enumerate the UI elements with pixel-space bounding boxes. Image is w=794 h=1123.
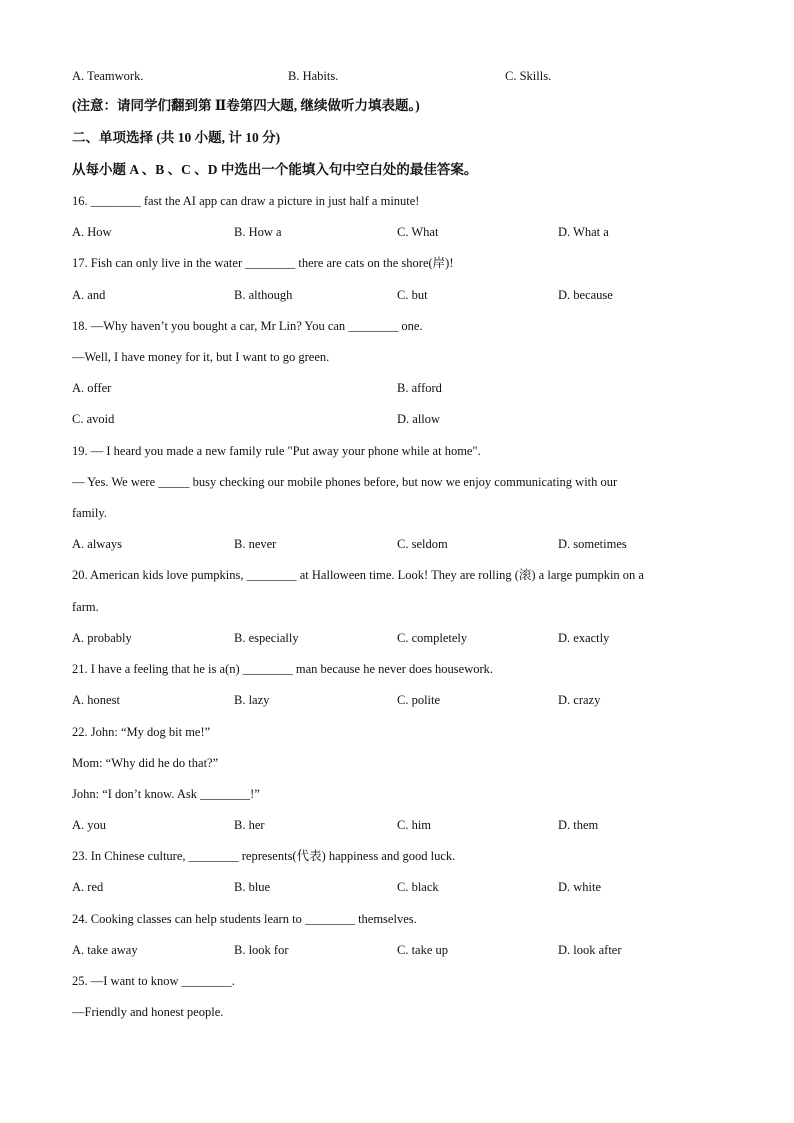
question-16-option-c: C. What — [397, 225, 439, 239]
question-18-stem: 18. —Why haven’t you bought a car, Mr Lin? You can ________ one. — [72, 319, 423, 333]
question-25-stem: 25. —I want to know ________. — [72, 974, 235, 988]
question-20-option-d: D. exactly — [558, 631, 610, 645]
question-18-option-b: B. afford — [397, 381, 442, 395]
question-18-option-c: C. avoid — [72, 412, 115, 426]
question-22-line3: John: “I don’t know. Ask ________!” — [72, 787, 260, 801]
question-16-stem: 16. ________ fast the AI app can draw a picture in just half a minute! — [72, 194, 420, 208]
question-23-stem: 23. In Chinese culture, ________ represents(代表) happiness and good luck. — [72, 849, 456, 863]
question-16-option-b: B. How a — [234, 225, 282, 239]
question-18-option-a: A. offer — [72, 381, 112, 395]
question-21-stem: 21. I have a feeling that he is a(n) ________ man because he never does housework. — [72, 662, 494, 676]
question-23-option-b: B. blue — [234, 880, 271, 894]
question-20-stem-cont: farm. — [72, 600, 99, 614]
question-20-stem: 20. American kids love pumpkins, ________ at Halloween time. Look! They are rolling (滚) a large pumpkin on a — [72, 568, 644, 582]
question-21-option-d: D. crazy — [558, 693, 601, 707]
question-24-stem: 24. Cooking classes can help students learn to ________ themselves. — [72, 912, 417, 926]
top-option-a: A. Teamwork. — [72, 69, 144, 83]
question-17-stem: 17. Fish can only live in the water ________ there are cats on the shore(岸)! — [72, 256, 454, 270]
question-24-option-c: C. take up — [397, 943, 449, 957]
question-21-option-a: A. honest — [72, 693, 120, 707]
question-16-option-a: A. How — [72, 225, 112, 239]
question-16-option-d: D. What a — [558, 225, 609, 239]
question-19-reply-cont: family. — [72, 506, 107, 520]
question-19-option-b: B. never — [234, 537, 277, 551]
question-17-option-b: B. although — [234, 288, 293, 302]
section-title: 二、单项选择 (共 10 小题, 计 10 分) — [72, 130, 281, 145]
question-20-option-b: B. especially — [234, 631, 299, 645]
question-19-stem: 19. — I heard you made a new family rule "Put away your phone while at home". — [72, 444, 481, 458]
question-18-option-d: D. allow — [397, 412, 441, 426]
question-19-option-d: D. sometimes — [558, 537, 627, 551]
top-option-b: B. Habits. — [288, 69, 339, 83]
question-19-option-a: A. always — [72, 537, 122, 551]
question-19-reply: — Yes. We were _____ busy checking our mobile phones before, but now we enjoy communicating with our — [72, 475, 618, 489]
question-24-option-d: D. look after — [558, 943, 622, 957]
question-22-line2: Mom: “Why did he do that?” — [72, 756, 219, 770]
question-17-option-a: A. and — [72, 288, 106, 302]
question-21-option-c: C. polite — [397, 693, 441, 707]
question-21-option-b: B. lazy — [234, 693, 270, 707]
question-23-option-d: D. white — [558, 880, 602, 894]
question-22-option-b: B. her — [234, 818, 265, 832]
question-25-reply: —Friendly and honest people. — [72, 1005, 224, 1019]
question-24-option-b: B. look for — [234, 943, 289, 957]
question-17-option-c: C. but — [397, 288, 428, 302]
top-option-c: C. Skills. — [505, 69, 552, 83]
question-18-reply: —Well, I have money for it, but I want to go green. — [72, 350, 330, 364]
question-22-option-c: C. him — [397, 818, 432, 832]
question-17-option-d: D. because — [558, 288, 613, 302]
question-22-option-a: A. you — [72, 818, 107, 832]
question-22-option-d: D. them — [558, 818, 599, 832]
question-24-option-a: A. take away — [72, 943, 138, 957]
section-instruction: 从每小题 A 、B 、C 、D 中选出一个能填入句中空白处的最佳答案。 — [72, 162, 478, 177]
question-23-option-c: C. black — [397, 880, 439, 894]
question-22-stem: 22. John: “My dog bit me!” — [72, 725, 211, 739]
question-20-option-a: A. probably — [72, 631, 132, 645]
question-19-option-c: C. seldom — [397, 537, 448, 551]
question-20-option-c: C. completely — [397, 631, 468, 645]
question-23-option-a: A. red — [72, 880, 104, 894]
listening-note: (注意：请同学们翻到第 Ⅱ卷第四大题, 继续做听力填表题。) — [72, 98, 420, 113]
